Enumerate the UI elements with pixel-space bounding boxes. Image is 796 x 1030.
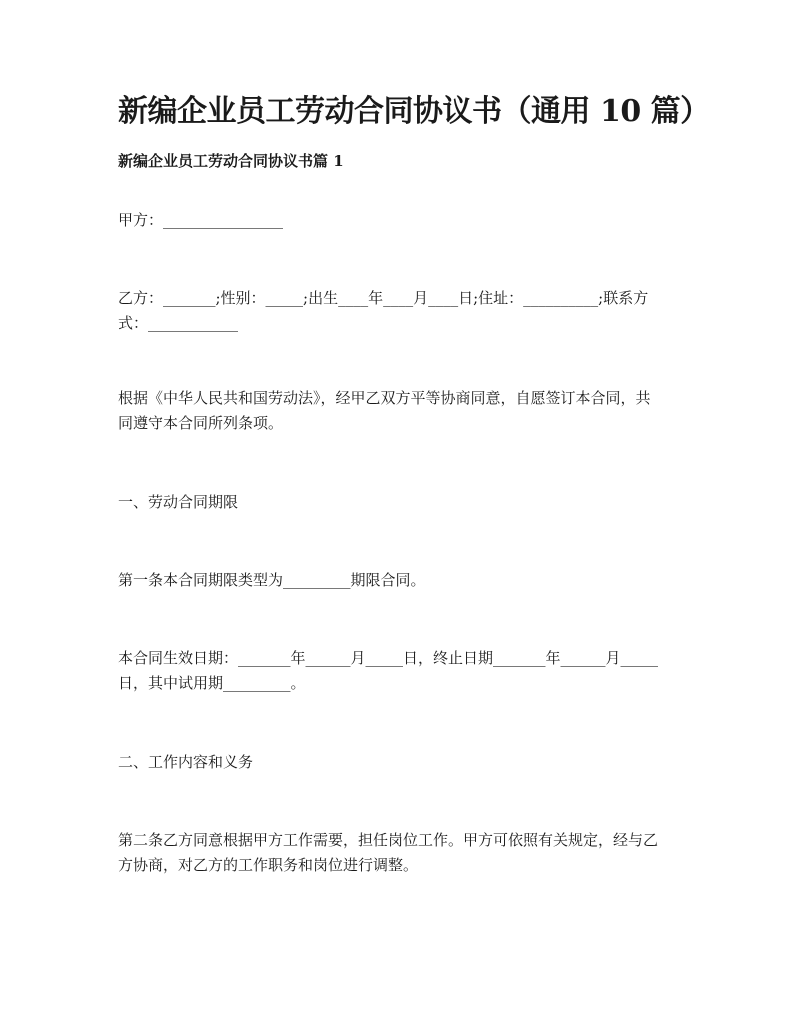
effective-date-line-2: 日，其中试用期_________。 [118,674,306,692]
article-2-line-1: 第二条乙方同意根据甲方工作需要，担任岗位工作。甲方可依照有关规定，经与乙 [118,831,659,849]
party-b-paragraph [118,286,680,336]
document-title: 新编企业员工劳动合同协议书（通用 10 篇） [118,94,710,129]
article-2-paragraph [118,828,680,878]
party-b-line-1: 乙方：_______;性别：_____;出生____年____月____日;住址：__________;联系方 [118,289,649,307]
section-1-heading [118,490,680,515]
preamble-line-1: 根据《中华人民共和国劳动法》，经甲乙双方平等协商同意，自愿签订本合同，共 [118,389,651,407]
party-a-line [118,208,680,233]
party-a-text: 甲方：________________ [118,211,284,229]
section-2-heading-text: 二、工作内容和义务 [118,753,254,771]
section-1-heading-text: 一、劳动合同期限 [118,493,239,511]
party-b-line-2: 式：____________ [118,314,239,332]
preamble-paragraph [118,386,680,436]
article-1-text: 第一条本合同期限类型为_________期限合同。 [118,571,426,589]
article-2-line-2: 方协商，对乙方的工作职务和岗位进行调整。 [118,856,419,874]
article-1-paragraph [118,568,680,593]
preamble-line-2: 同遵守本合同所列条项。 [118,414,284,432]
document-subtitle: 新编企业员工劳动合同协议书篇 1 [118,152,344,170]
effective-date-line-1: 本合同生效日期：_______年______月_____日，终止日期_______年______月_____ [118,649,659,667]
effective-date-paragraph [118,646,680,696]
section-2-heading [118,750,680,775]
